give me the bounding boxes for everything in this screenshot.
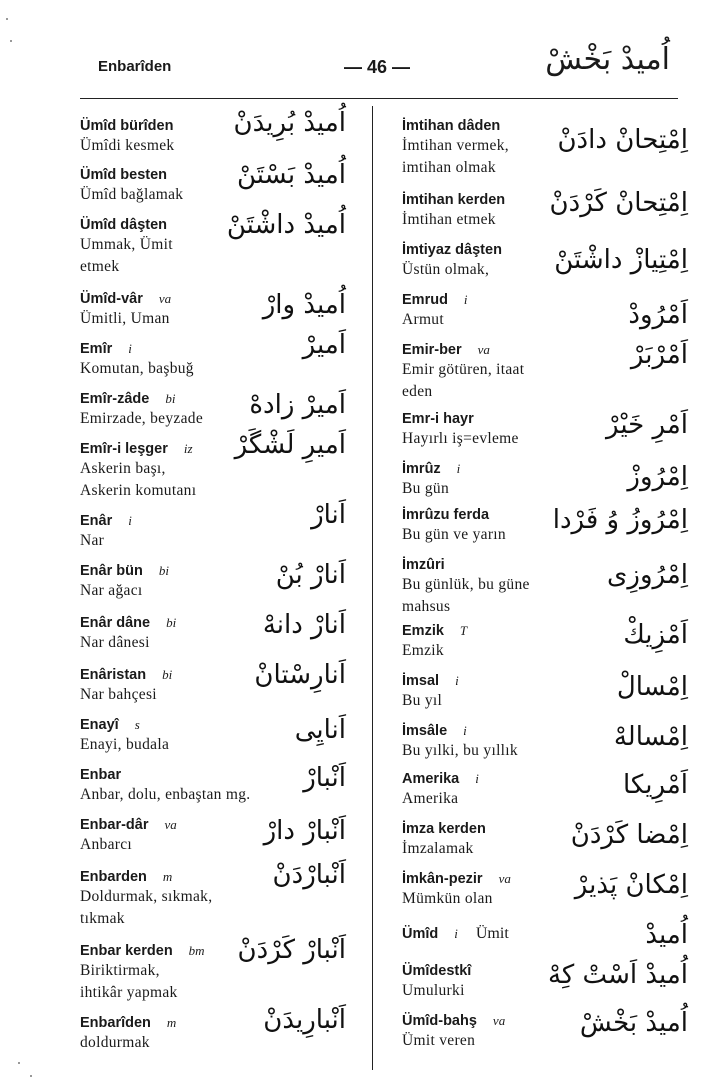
headword-text: Emzik: [402, 623, 444, 639]
arabic-script: اَنايِى: [294, 715, 346, 745]
entry-definition: Emirzade, beyzade: [80, 410, 203, 427]
entry-definition: Biriktirmak,: [80, 962, 160, 979]
dictionary-entry: [402, 117, 688, 179]
arabic-script: اَنْبارْدَنْ: [272, 860, 346, 890]
arabic-script: اُميدْ: [645, 920, 688, 950]
part-of-speech: i: [463, 292, 468, 307]
dictionary-entry: [80, 210, 358, 278]
headword-text: Enâr: [80, 513, 113, 529]
entry-definition: Komutan, başbuğ: [80, 360, 194, 377]
entry-definition: Nar: [80, 532, 105, 549]
arabic-script: اِمْرُوزُ وُ فَرْدا: [552, 505, 688, 535]
dictionary-entry: [80, 330, 358, 380]
arabic-script: اِمْضا كَرْدَنْ: [570, 820, 688, 850]
headword-text: Enayî: [80, 717, 119, 733]
dictionary-entry: [402, 920, 688, 950]
part-of-speech: i: [128, 513, 132, 528]
dictionary-entry: [80, 763, 358, 806]
dictionary-entry: [402, 620, 688, 662]
entry-definition: Hayırlı iş=evleme: [402, 430, 519, 447]
arabic-script: اَمْرِيكا: [622, 770, 688, 800]
part-of-speech: m: [162, 869, 173, 884]
entry-definition: doldurmak: [80, 1034, 150, 1051]
dictionary-entry: [402, 556, 688, 618]
headword-text: İmzûri: [402, 557, 445, 573]
part-of-speech: i: [128, 341, 132, 356]
dictionary-entry: [402, 241, 688, 281]
scan-speck: [10, 40, 12, 42]
dictionary-entry: [80, 935, 358, 1004]
headword-text: İmrûzu ferda: [402, 507, 490, 523]
headword-text: Enbar: [80, 767, 122, 783]
part-of-speech: bi: [158, 563, 169, 578]
part-of-speech: i: [454, 926, 458, 941]
part-of-speech: T: [459, 623, 468, 638]
dictionary-entry: [402, 460, 688, 500]
part-of-speech: m: [166, 1015, 177, 1030]
entry-definition: İmtihan vermek,: [402, 137, 509, 154]
entry-definition: Bu günlük, bu güne: [402, 576, 530, 593]
dictionary-entry: [80, 430, 358, 502]
entry-definition: Nar ağacı: [80, 582, 143, 599]
arabic-script: اَنارِسْتانْ: [254, 660, 346, 690]
inline-definition: Ümit: [475, 925, 509, 942]
arabic-script: اَمْرْبَرْ: [630, 340, 688, 370]
part-of-speech: s: [134, 717, 140, 732]
headword-text: Emir-ber: [402, 342, 462, 358]
entry-headword: [402, 925, 682, 943]
dictionary-entry: [80, 816, 358, 856]
entry-definition: Anbarcı: [80, 836, 133, 853]
arabic-script: اِمْتِيازْ داشْتَنْ: [554, 245, 688, 275]
dictionary-entry: [80, 562, 358, 602]
part-of-speech: va: [158, 291, 172, 306]
part-of-speech: va: [498, 871, 511, 886]
page-number: — 46 —: [344, 57, 411, 77]
headword-text: İmza kerden: [402, 821, 486, 837]
part-of-speech: bi: [166, 615, 177, 630]
running-head-arabic: اُميدْ بَخْشْ: [545, 42, 670, 77]
dictionary-entry: [80, 660, 358, 706]
arabic-script: اَنْبارِيدَنْ: [263, 1005, 346, 1035]
entry-definition: Ümitli, Uman: [80, 310, 170, 327]
entry-definition: Enayi, budala: [80, 736, 170, 753]
part-of-speech: i: [463, 723, 467, 738]
headword-text: Emr-i hayr: [402, 411, 474, 427]
entry-definition: Armut: [402, 311, 444, 328]
headword-text: Amerika: [402, 771, 460, 787]
arabic-script: اَميرْ زادهْ: [249, 390, 346, 420]
arabic-script: اَنْبارْ دارْ: [263, 816, 346, 846]
dictionary-entry: [80, 160, 358, 206]
headword-text: Enâr bün: [80, 563, 143, 579]
dictionary-entry: [402, 410, 688, 450]
arabic-script: اَنارْ بُنْ: [275, 560, 346, 590]
arabic-script: اِمْسالهْ: [613, 722, 688, 752]
entry-definition: İmtihan etmek: [402, 211, 496, 228]
part-of-speech: i: [475, 771, 479, 786]
entry-definition: Doldurmak, sıkmak,: [80, 888, 213, 905]
dictionary-entry: [402, 340, 688, 403]
entry-definition: Anbar, dolu, enbaştan mg.: [80, 786, 251, 803]
arabic-script: اُميدْ بَخْشْ: [579, 1008, 688, 1038]
running-head-word: Enbarîden: [98, 58, 172, 75]
entry-definition: İmzalamak: [402, 840, 474, 857]
arabic-script: اِمْتِحانْ دادَنْ: [557, 125, 688, 155]
part-of-speech: va: [164, 817, 177, 832]
entry-definition: Amerika: [402, 790, 459, 807]
arabic-script: اِمْتِحانْ كَرْدَنْ: [549, 188, 688, 218]
headword-text: Emîr: [80, 341, 113, 357]
part-of-speech: iz: [183, 441, 193, 456]
headword-text: Emrud: [402, 292, 448, 308]
headword-text: İmtihan kerden: [402, 192, 506, 208]
scan-speck: [30, 1075, 32, 1077]
headword-text: Ümîd dâşten: [80, 217, 168, 233]
entry-definition: Askerin komutanı: [80, 482, 197, 499]
arabic-script: اِمْكانْ پَذيرْ: [574, 870, 688, 900]
arabic-script: اَنْبارْ: [303, 763, 346, 793]
headword-text: Enâr dâne: [80, 615, 151, 631]
headword-text: Ümîd: [402, 926, 439, 942]
entry-definition: Nar bahçesi: [80, 686, 157, 703]
dictionary-entry: [402, 770, 688, 810]
arabic-script: اِمْسالْ: [616, 672, 688, 702]
dictionary-entry: [80, 390, 358, 430]
column-divider: [372, 106, 373, 1070]
dictionary-entry: [402, 960, 688, 1002]
entry-definition: Askerin başı,: [80, 460, 166, 477]
entry-definition: eden: [402, 383, 433, 400]
entry-definition: Mümkün olan: [402, 890, 493, 907]
entry-definition: etmek: [80, 258, 120, 275]
headword-text: İmtihan dâden: [402, 118, 501, 134]
entry-definition: Ümîdi kesmek: [80, 137, 175, 154]
arabic-script: اَمْرِ خَيْرْ: [605, 410, 688, 440]
headword-text: Emîr-i leşger: [80, 441, 168, 457]
dictionary-entry: [80, 610, 358, 654]
entry-definition: Ümîd bağlamak: [80, 186, 184, 203]
dictionary-entry: [80, 1005, 358, 1054]
entry-definition: Bu gün ve yarın: [402, 526, 506, 543]
entry-definition: Üstün olmak,: [402, 261, 490, 278]
dictionary-entry: [402, 1008, 688, 1052]
headword-text: Emîr-zâde: [80, 391, 150, 407]
arabic-script: اَمْزِيكْ: [623, 620, 688, 650]
entry-definition: Ümit veren: [402, 1032, 476, 1049]
arabic-script: اِمْرُوزِى: [607, 560, 688, 590]
entry-definition: ihtikâr yapmak: [80, 984, 178, 1001]
dictionary-entry: [402, 722, 688, 762]
part-of-speech: va: [492, 1013, 506, 1028]
arabic-script: اَنارْ دانهْ: [262, 610, 346, 640]
entry-definition: Ummak, Ümit: [80, 236, 173, 253]
entry-definition: Bu yılki, bu yıllık: [402, 742, 518, 759]
part-of-speech: bi: [165, 391, 176, 406]
header-rule: [80, 98, 678, 99]
dictionary-entry: [402, 291, 688, 331]
arabic-script: اَنارْ: [311, 500, 346, 530]
entry-definition: Bu gün: [402, 480, 450, 497]
dictionary-entry: [80, 860, 358, 930]
entry-definition: mahsus: [402, 598, 451, 615]
dictionary-entry: [402, 188, 688, 231]
headword-text: Enâristan: [80, 667, 147, 683]
part-of-speech: va: [477, 342, 490, 357]
arabic-script: اَميرِ لَشْگَرْ: [234, 430, 346, 460]
headword-text: Ümîd-vâr: [80, 291, 143, 307]
part-of-speech: bi: [162, 667, 173, 682]
scan-speck: [6, 18, 8, 20]
part-of-speech: bm: [188, 943, 205, 958]
headword-text: Ümîdestkî: [402, 963, 472, 979]
headword-text: Enbar kerden: [80, 943, 173, 959]
headword-text: İmsâle: [402, 723, 448, 739]
arabic-script: اُميدْ بُرِيدَنْ: [233, 108, 346, 138]
dictionary-entry: [80, 500, 358, 552]
dictionary-entry: [80, 108, 358, 157]
headword-text: Ümîd-bahş: [402, 1013, 477, 1029]
arabic-script: اِمْرُوزْ: [627, 462, 688, 492]
part-of-speech: i: [456, 461, 461, 476]
entry-definition: imtihan olmak: [402, 159, 496, 176]
dictionary-entry: [402, 505, 688, 546]
headword-text: Enbarîden: [80, 1015, 151, 1031]
entry-definition: Umulurki: [402, 982, 465, 999]
dictionary-entry: [80, 716, 358, 756]
entry-definition: tıkmak: [80, 910, 125, 927]
dictionary-entry: [402, 672, 688, 712]
headword-text: Enbar-dâr: [80, 817, 149, 833]
headword-text: Enbarden: [80, 869, 147, 885]
dictionary-entry: [80, 290, 358, 330]
dictionary-entry: [402, 870, 688, 910]
headword-text: İmkân-pezir: [402, 871, 483, 887]
entry-definition: Emzik: [402, 642, 444, 659]
arabic-script: اُميدْ اَسْتْ كِهْ: [547, 960, 688, 990]
part-of-speech: i: [455, 673, 459, 688]
arabic-script: اَميرْ: [302, 330, 346, 360]
headword-text: İmtiyaz dâşten: [402, 242, 502, 258]
page-header: [0, 0, 725, 100]
entry-definition: Bu yıl: [402, 692, 443, 709]
headword-text: İmrûz: [402, 461, 441, 477]
dictionary-entry: [402, 820, 688, 860]
entry-definition: Emir götüren, itaat: [402, 361, 525, 378]
scan-speck: [18, 1062, 20, 1064]
arabic-script: اَمْرُودْ: [628, 300, 688, 330]
arabic-script: اَنْبارْ كَرْدَنْ: [237, 935, 346, 965]
arabic-script: اُميدْ بَسْتَنْ: [237, 160, 346, 190]
headword-text: Ümîd bürîden: [80, 118, 174, 134]
entry-definition: Nar dânesi: [80, 634, 150, 651]
headword-text: Ümîd besten: [80, 167, 168, 183]
arabic-script: اُميدْ داشْتَنْ: [226, 210, 346, 240]
headword-text: İmsal: [402, 673, 440, 689]
arabic-script: اُميدْ وارْ: [262, 290, 346, 320]
